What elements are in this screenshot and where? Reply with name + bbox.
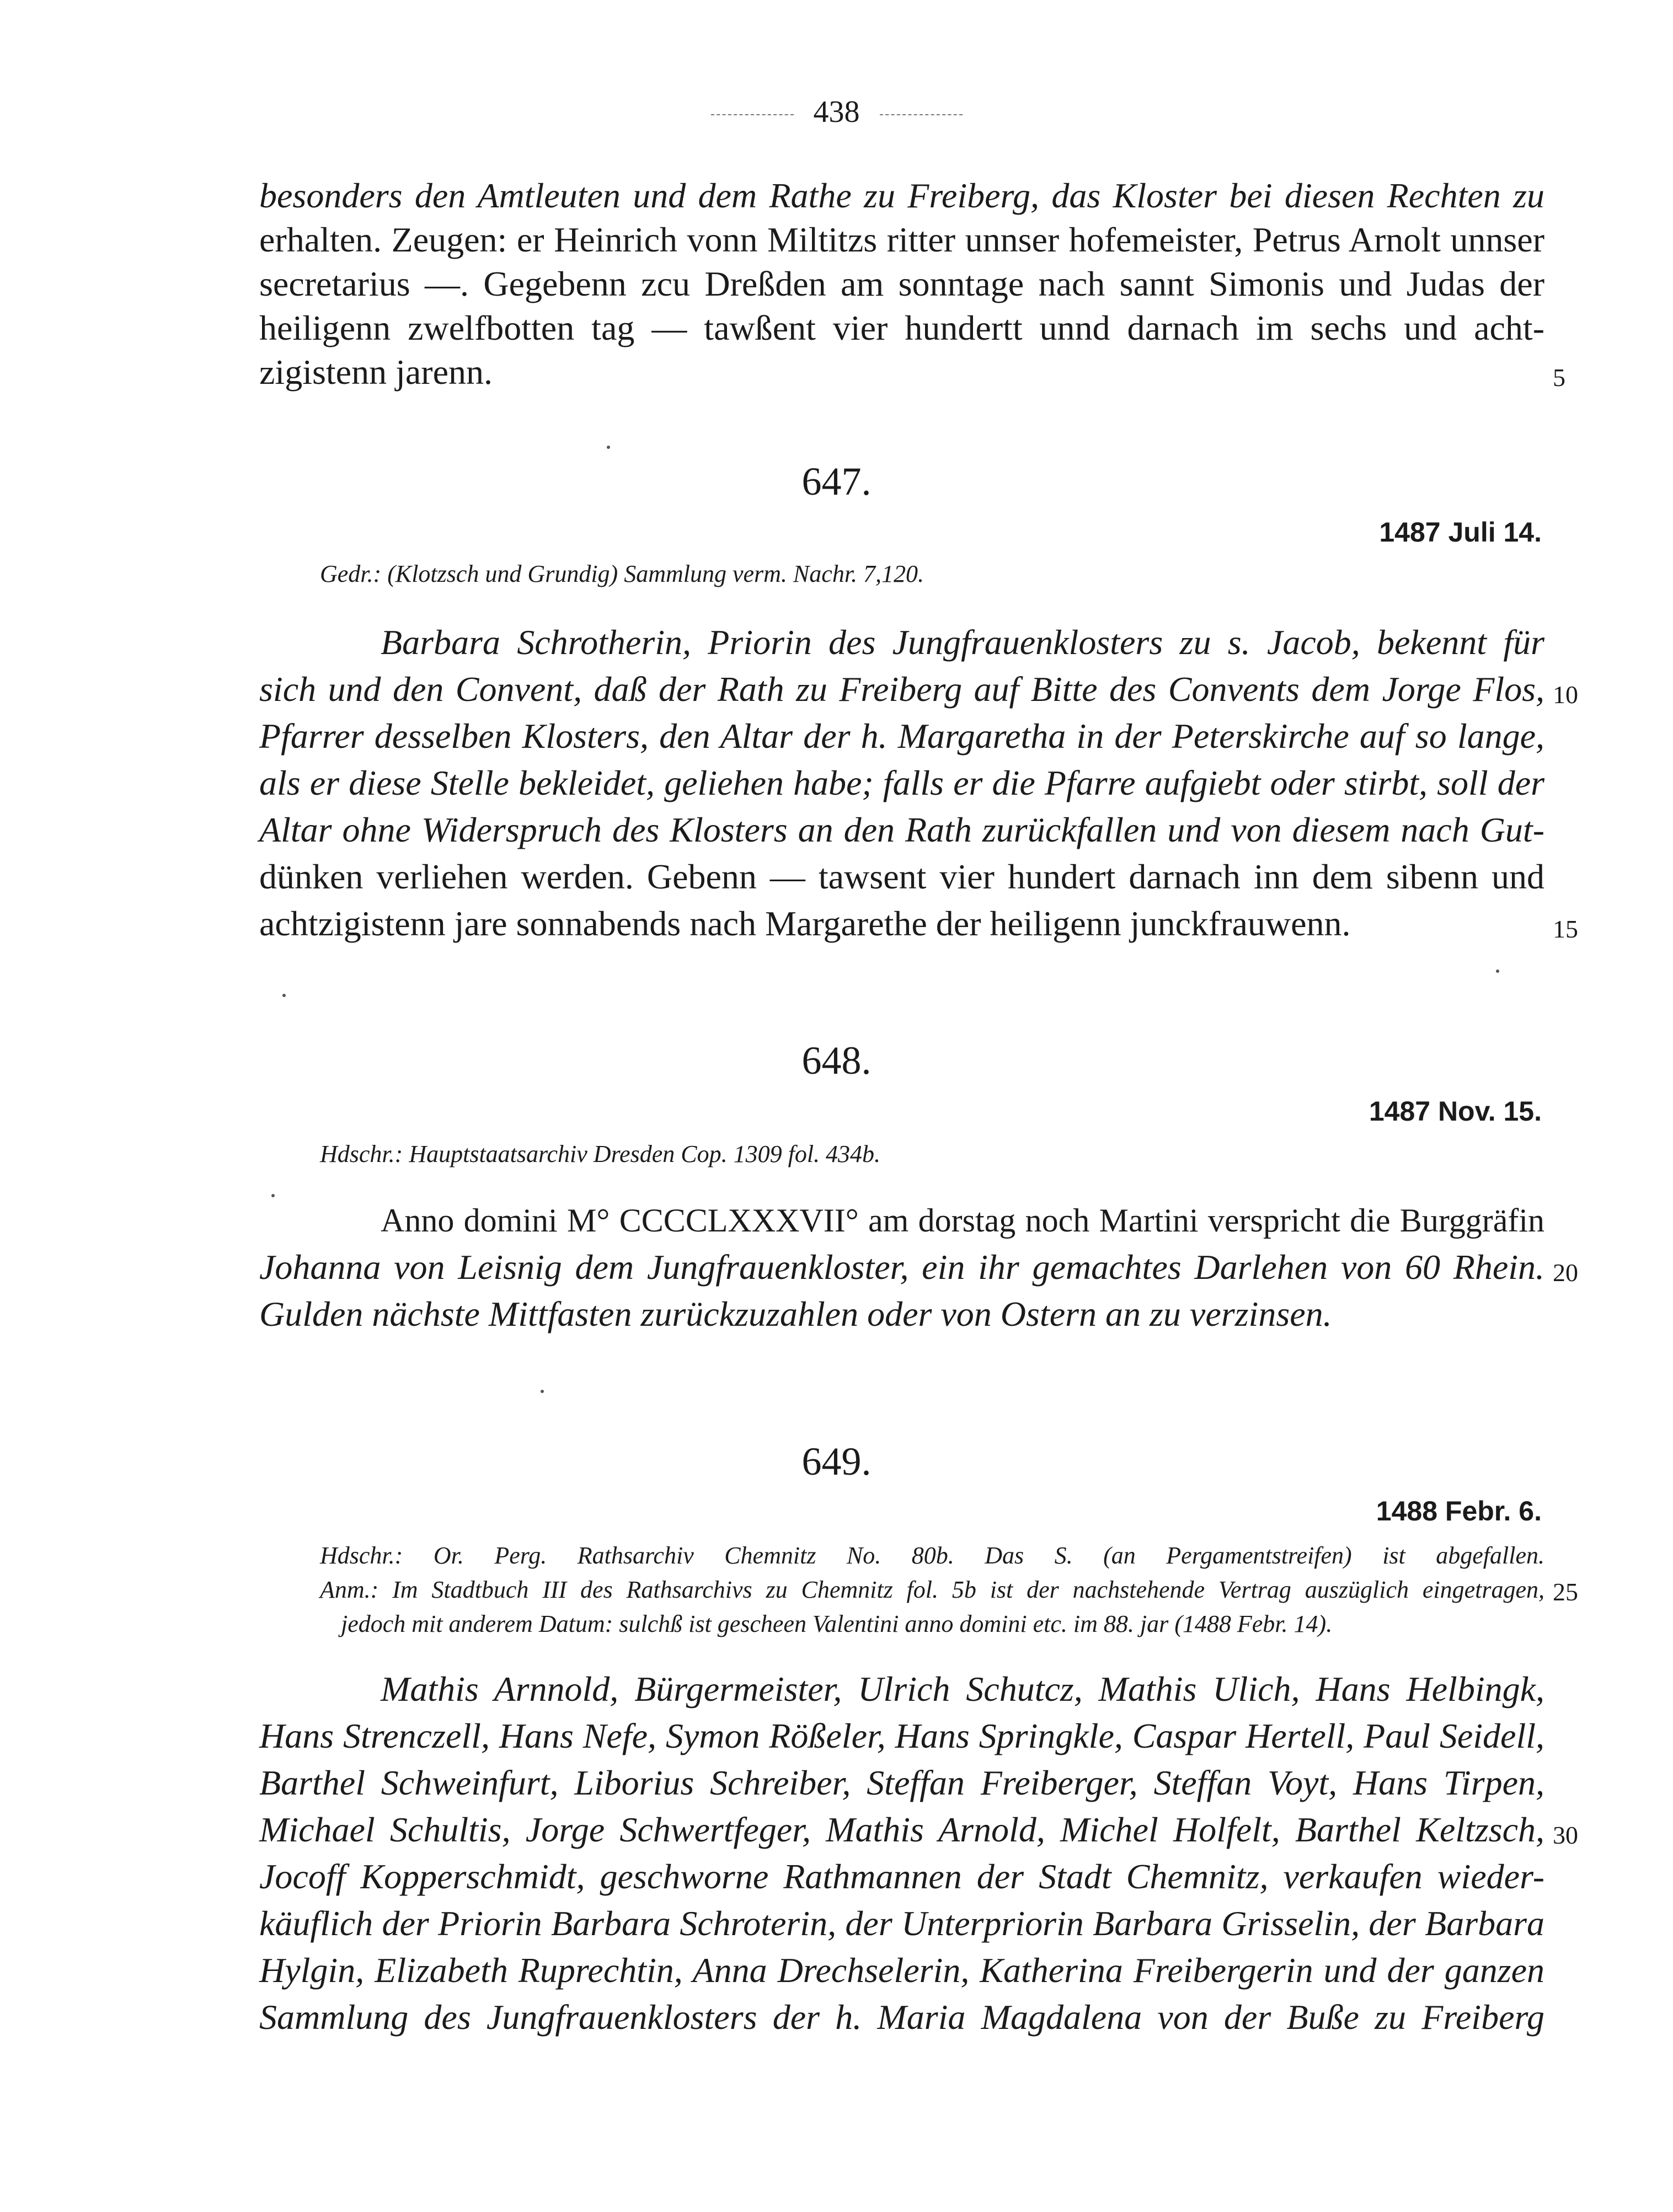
entry-649-line: Sammlung des Jungfrauenklosters der h. Maria Magdalena von der Buße zu Freiberg: [259, 1997, 1544, 2037]
speck: [607, 446, 610, 449]
entry-647-line: Altar ohne Widerspruch des Klosters an den Rath zurückfallen und von diesem nach Gut-: [259, 810, 1544, 849]
line-number-20: 20: [1553, 1258, 1578, 1287]
speck: [282, 994, 286, 997]
entry-649-line: käuflich der Priorin Barbara Schroterin, der Unterpriorin Barbara Grisselin, der Barbara: [259, 1904, 1544, 1943]
entry-648-line: Anno domini M° CCCCLXXXVII° am dorstag noch Martini verspricht die Burggräfin: [381, 1202, 1544, 1239]
entry-647-line: sich und den Convent, daß der Rath zu Freiberg auf Bitte des Convents dem Jorge Flos,: [259, 670, 1544, 709]
entry-649-line: Barthel Schweinfurt, Liborius Schreiber, Steffan Freiberger, Steffan Voyt, Hans Tirpen,: [259, 1763, 1544, 1802]
entry-649-source-line: Anm.: Im Stadtbuch III des Rathsarchivs zu Chemnitz fol. 5b ist der nachstehende Vertrag auszüglich eingetragen,: [320, 1576, 1544, 1603]
entry-649-line: Hans Strenczell, Hans Nefe, Symon Rößeler, Hans Springkle, Caspar Hertell, Paul Seidell,: [259, 1716, 1544, 1755]
entry-647-line: Barbara Schrotherin, Priorin des Jungfrauenklosters zu s. Jacob, bekennt für: [381, 623, 1544, 662]
entry-649-line: Michael Schultis, Jorge Schwertfeger, Mathis Arnold, Michel Holfelt, Barthel Keltzsch,: [259, 1810, 1544, 1849]
entry-648-line: Gulden nächste Mittfasten zurückzuzahlen oder von Ostern an zu verzinsen.: [259, 1294, 1332, 1333]
entry-648-date: 1487 Nov. 15.: [1369, 1096, 1542, 1127]
entry-647-line: achtzigistenn jare sonnabends nach Margarethe der heiligenn junckfrauwenn.: [259, 904, 1351, 943]
entry-648-line: Johanna von Leisnig dem Jungfrauenkloster, ein ihr gemachtes Darlehen von 60 Rhein.: [259, 1247, 1544, 1287]
page-number-right-rule: [880, 114, 963, 115]
page-number-left-rule: [711, 114, 794, 115]
entry-649-source-line: jedoch mit anderem Datum: sulchß ist gescheen Valentini anno domini etc. im 88. jar (1488 Febr. 14).: [341, 1610, 1333, 1637]
entry-649-line: Hylgin, Elizabeth Ruprechtin, Anna Drechselerin, Katherina Freibergerin und der ganzen: [259, 1951, 1544, 1990]
entry-647-line: als er diese Stelle bekleidet, geliehen habe; falls er die Pfarre aufgiebt oder stirbt, soll der: [259, 763, 1544, 802]
intro-line: besonders den Amtleuten und dem Rathe zu Freiberg, das Kloster bei diesen Rechten zu: [259, 176, 1544, 215]
line-number-25: 25: [1553, 1578, 1578, 1606]
line-number-10: 10: [1553, 681, 1578, 709]
intro-line: secretarius —. Gegebenn zcu Dreßden am sonntage nach sannt Simonis und Judas der: [259, 264, 1544, 303]
page-number-text: 438: [813, 95, 860, 129]
entry-647-number: 647.: [801, 459, 872, 504]
entry-649-number: 649.: [801, 1439, 872, 1483]
intro-line: heiligenn zwelfbotten tag — tawßent vier hundertt unnd darnach im sechs und acht-: [259, 308, 1544, 347]
speck: [271, 1194, 275, 1197]
speck: [541, 1390, 544, 1393]
entry-648-source: Hdschr.: Hauptstaatsarchiv Dresden Cop. 1309 fol. 434b.: [320, 1140, 881, 1167]
entry-647-date: 1487 Juli 14.: [1379, 517, 1542, 548]
line-number-15: 15: [1553, 915, 1578, 943]
entry-649-source-line: Hdschr.: Or. Perg. Rathsarchiv Chemnitz No. 80b. Das S. (an Pergamentstreifen) ist abgefallen.: [320, 1542, 1544, 1569]
intro-line: erhalten. Zeugen: er Heinrich vonn Miltitzs ritter unnser hofemeister, Petrus Arnolt unnser: [259, 220, 1544, 259]
entry-647-source: Gedr.: (Klotzsch und Grundig) Sammlung verm. Nachr. 7,120.: [320, 560, 924, 587]
entry-649-date: 1488 Febr. 6.: [1376, 1496, 1542, 1527]
speck: [1496, 970, 1499, 973]
line-number-30: 30: [1553, 1821, 1578, 1849]
entry-647-line: dünken verliehen werden. Gebenn — tawsent vier hundert darnach inn dem sibenn und: [259, 857, 1544, 896]
line-number-5: 5: [1553, 363, 1565, 392]
page-number: [0, 93, 1673, 131]
entry-649-line: Jocoff Kopperschmidt, geschworne Rathmannen der Stadt Chemnitz, verkaufen wieder-: [259, 1857, 1544, 1896]
intro-line: zigistenn jarenn.: [259, 352, 493, 392]
entry-648-number: 648.: [801, 1038, 872, 1083]
entry-649-line: Mathis Arnnold, Bürgermeister, Ulrich Schutcz, Mathis Ulich, Hans Helbingk,: [381, 1669, 1544, 1708]
entry-647-line: Pfarrer desselben Klosters, den Altar der h. Margaretha in der Peterskirche auf so lange,: [259, 716, 1544, 756]
